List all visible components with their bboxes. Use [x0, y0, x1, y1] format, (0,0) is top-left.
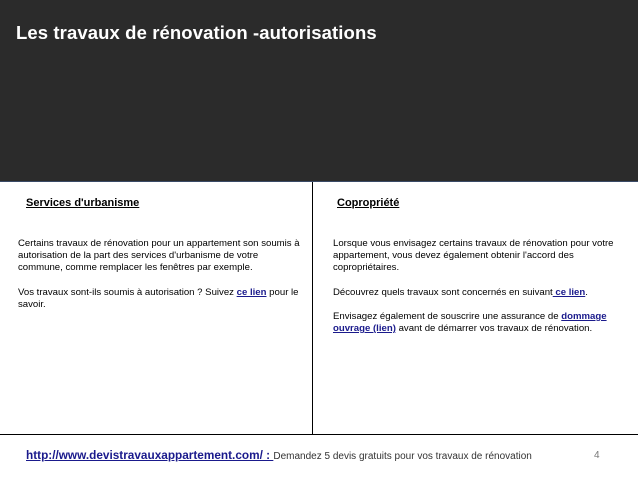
slide-header — [0, 0, 638, 182]
slide-title: Les travaux de rénovation -autorisations — [16, 22, 377, 43]
footer-tagline: Demandez 5 devis gratuits pour vos travaux de rénovation — [273, 451, 532, 462]
left-paragraph-1: Certains travaux de rénovation pour un appartement son soumis à autorisation de la part des services d'urbanisme de votre commune, comme remplacer les fenêtres par exemple. — [18, 238, 300, 274]
left-paragraph-2 — [18, 287, 303, 311]
right-paragraph-3 — [333, 311, 618, 335]
left-column-heading: Services d'urbanisme — [26, 197, 140, 209]
right-column-heading: Copropriété — [337, 197, 400, 209]
footer-url-link[interactable]: http://www.devistravauxappartement.com/ : — [26, 448, 274, 462]
right-paragraph-2 — [333, 287, 618, 299]
right-column-text — [333, 238, 618, 347]
right-paragraph-2-text: Découvrez quels travaux sont concernés en suivant — [333, 286, 553, 298]
page-number: 4 — [594, 450, 600, 461]
left-paragraph-2-end: pour le savoir. — [18, 286, 299, 310]
copropriete-link[interactable]: ce lien — [552, 286, 586, 298]
right-paragraph-1: Lorsque vous envisagez certains travaux de rénovation pour votre appartement, vous devez également obtenir l'accord des copropriétaires. — [333, 238, 614, 274]
right-paragraph-2-end: . — [585, 286, 588, 298]
left-column-text — [18, 238, 303, 323]
footer — [26, 448, 606, 462]
footer-divider — [0, 434, 638, 435]
right-paragraph-3-text: Envisagez également de souscrire une assurance de — [333, 310, 562, 322]
dommage-ouvrage-link[interactable]: dommage ouvrage (lien) — [333, 310, 607, 335]
urbanisme-link[interactable]: ce lien — [236, 286, 267, 298]
right-paragraph-3-end: avant de démarrer vos travaux de rénovation. — [395, 323, 593, 335]
column-divider — [312, 182, 313, 434]
left-paragraph-2-text: Vos travaux sont-ils soumis à autorisation ? Suivez — [18, 286, 237, 298]
